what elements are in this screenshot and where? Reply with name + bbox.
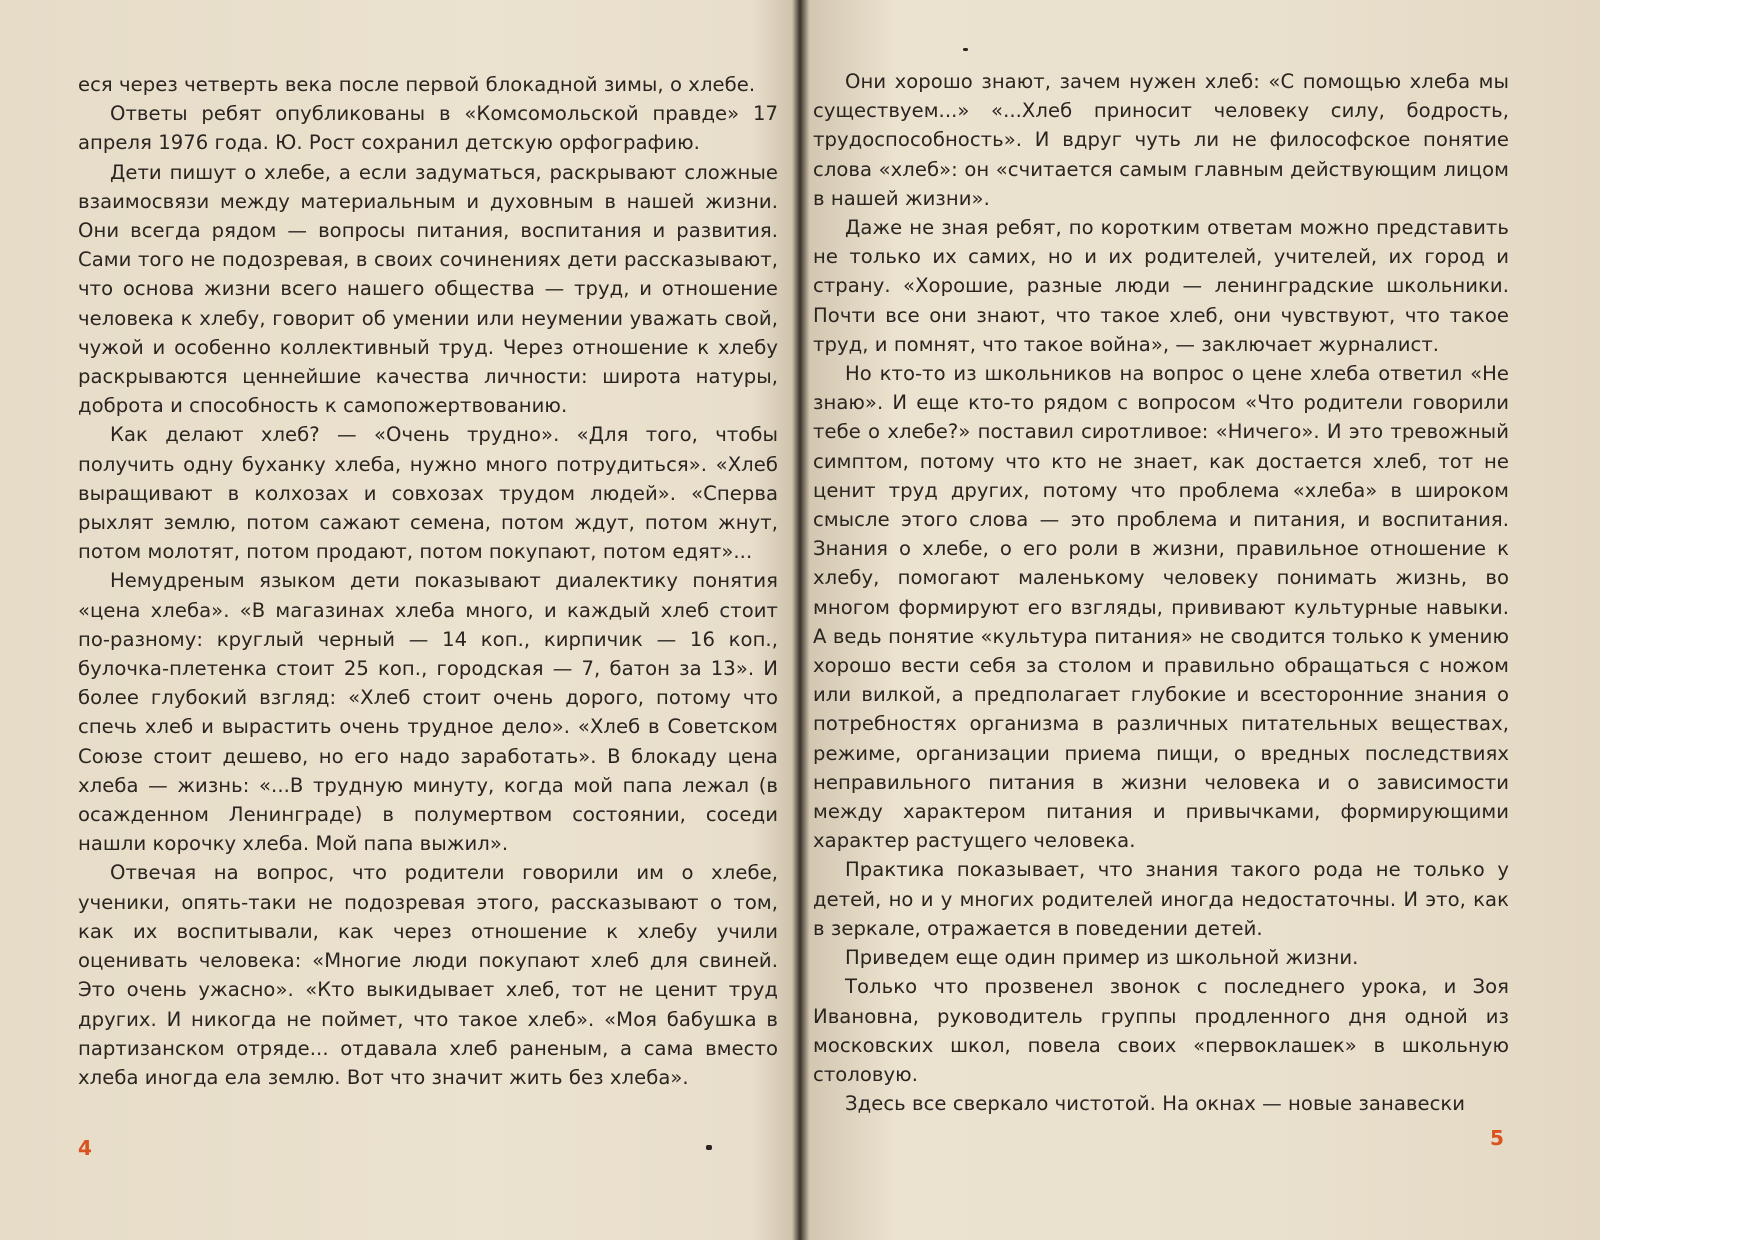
right-paragraph-7: Здесь все сверкало чистотой. На окнах — новые занавески [845,1092,1466,1116]
left-paragraph-2: Ответы ребят опубликованы в «Комсомольской правде» 17 апреля 1976 года. Ю. Рост сохранил детскую орфографию. [78,102,778,155]
left-paragraph-4: Как делают хлеб? — «Очень трудно». «Для того, чтобы получить одну буханку хлеба, нужно много потрудиться». «Хлеб выращивают в колхозах и совхозах трудом людей». «Сперва рыхлят землю, потом сажают семена, потом ждут, потом жнут, потом молотят, потом продают, потом покупают, потом едят»... [78,423,778,564]
left-page-text [78,70,778,1092]
right-page-text [813,67,1509,1118]
right-paragraph-5: Приведем еще один пример из школьной жизни. [845,946,1359,970]
left-paragraph-3: Дети пишут о хлебе, а если задуматься, раскрывают сложные взаимосвязи между материальным и духовным в нашей жизни. Они всегда рядом — вопросы питания, воспитания и развития. Сами того не подозревая, в своих сочинениях дети рассказывают, что основа жизни всего нашего общества — труд, и отношение человека к хлебу, говорит об умении или неумении уважать свой, чужой и особенно коллективный труд. Через отношение к хлебу раскрываются ценнейшие качества личности: широта натуры, доброта и способность к самопожертвованию. [78,160,778,418]
page-number-right: 5 [1490,1126,1504,1150]
right-paragraph-2: Даже не зная ребят, по коротким ответам можно представить не только их самих, но и их родителей, учителей, их город и страну. «Хорошие, разные люди — ленинградские школьники. Почти все они знают, что такое хлеб, они чувствуют, что такое труд, и помнят, что такое война», — заключает журналист. [813,216,1509,356]
left-paragraph-5: Немудреным языком дети показывают диалектику понятия «цена хлеба». «В магазинах хлеба много, и каждый хлеб стоит по-разному: круглый черный — 14 коп., кирпичик — 16 коп., булочка-плетенка стоит 25 коп., городская — 7, батон за 13». И более глубокий взгляд: «Хлеб стоит очень дорого, потому что спечь хлеб и вырастить очень трудное дело». «Хлеб в Советском Союзе стоит дешево, но его надо заработать». В блокаду цена хлеба — жизнь: «...В трудную минуту, когда мой папа лежал (в осажденном Ленинграде) в полумертвом состоянии, соседи нашли корочку хлеба. Мой папа выжил». [78,569,778,856]
page-number-left: 4 [78,1136,92,1160]
left-paragraph-1: еся через четверть века после первой блокадной зимы, о хлебе. [78,73,756,96]
right-paragraph-3: Но кто-то из школьников на вопрос о цене хлеба ответил «Не знаю». И еще кто-то рядом с вопросом «Что родители говорили тебе о хлебе?» поставил сиротливое: «Ничего». И это тревожный симптом, потому что кто не знает, как достается хлеб, тот не ценит труд других, потому что проблема «хлеба» в широком смысле этого слова — это проблема и питания, и воспитания. Знания о хлебе, о его роли в жизни, правильное отношение к хлебу, помогают маленькому человеку понимать жизнь, во многом формируют его взгляды, прививают культурные навыки. А ведь понятие «культура питания» не сводится только к умению хорошо вести себя за столом и правильно обращаться с ножом или вилкой, а предполагает глубокие и всесторонние знания о потребностях организма в различных питательных веществах, режиме, организации приема пищи, о вредных последствиях неправильного питания в жизни человека и о зависимости между характером питания и привычками, формирующими характер растущего человека. [813,362,1509,853]
left-paragraph-6: Отвечая на вопрос, что родители говорили им о хлебе, ученики, опять-таки не подозревая этого, рассказывают о том, как их воспитывали, как через отношение к хлебу учили оценивать человека: «Многие люди покупают хлеб для свиней. Это очень ужасно». «Кто выкидывает хлеб, тот не ценит труд других. И никогда не поймет, что такое хлеб». «Моя бабушка в партизанском отряде... отдавала хлеб раненым, а сама вместо хлеба иногда ела землю. Вот что значит жить без хлеба». [78,861,778,1089]
right-paragraph-1: Они хорошо знают, зачем нужен хлеб: «С помощью хлеба мы существуем...» «...Хлеб приносит человеку силу, бодрость, трудоспособность». И вдруг чуть ли не философское понятие слова «хлеб»: он «считается самым главным действующим лицом в нашей жизни». [813,70,1509,210]
ink-speck [706,1145,712,1150]
right-paragraph-4: Практика показывает, что знания такого рода не только у детей, но и у многих родителей иногда недостаточны. И это, как в зеркале, отражается в поведении детей. [813,858,1509,940]
ink-speck [963,48,968,51]
right-paragraph-6: Только что прозвенел звонок с последнего урока, и Зоя Ивановна, руководитель группы продленного дня одной из московских школ, повела своих «первоклашек» в школьную столовую. [813,975,1509,1086]
